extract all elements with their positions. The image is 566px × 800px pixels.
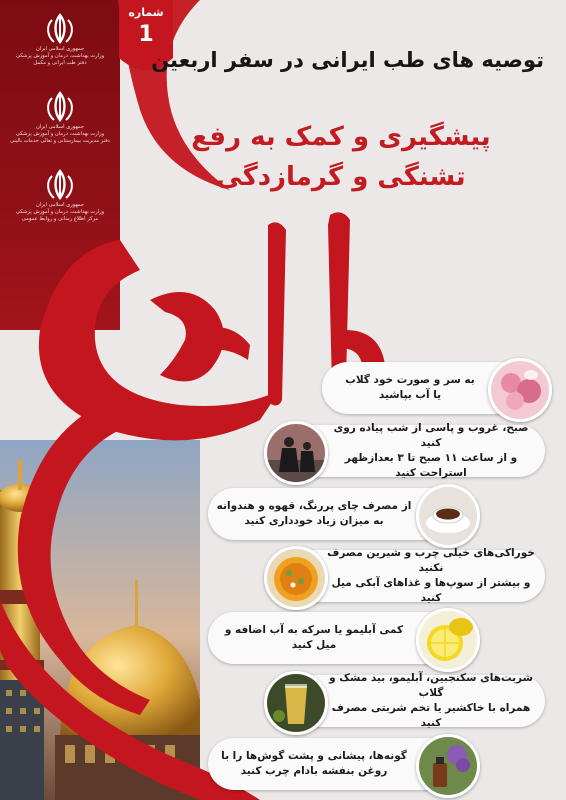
org-line: جمهوری اسلامی ایران: [35, 46, 85, 52]
org-line: وزارت بهداشت، درمان و آموزش پزشکی: [15, 131, 105, 137]
coffee-cup-icon: [416, 484, 480, 548]
violet-oil-icon: [416, 734, 480, 798]
tip-text: [214, 488, 414, 540]
lemon-icon: [416, 608, 480, 672]
issue-label: شماره: [128, 6, 164, 19]
org-line: وزارت بهداشت، درمان و آموزش پزشکی: [15, 53, 105, 59]
subtitle-line-2: تشنگی و گرمازدگی: [216, 162, 466, 192]
tip-line: گونه‌ها، پیشانی و پشت گوش‌ها را با: [221, 750, 407, 762]
org-line: دفتر طب ایرانی و مکمل: [33, 60, 87, 66]
tip-line: شربت‌های سکنجبین، آبلیمو، بید مشک و گلاب: [329, 672, 533, 699]
issue-number: 1: [138, 22, 154, 47]
tip-card-tea-coffee: [208, 488, 473, 540]
tip-text: [322, 672, 540, 729]
tip-line: به میزان زیاد خودداری کنید: [244, 515, 384, 527]
tip-text: [214, 612, 414, 664]
org-line: وزارت بهداشت، درمان و آموزش پزشکی: [15, 209, 105, 215]
tip-card-walking: [270, 422, 545, 479]
tip-card-sharbat: [270, 672, 545, 729]
tip-text: [322, 422, 540, 479]
tip-line: همراه با خاکشیر یا تخم شربتی مصرف کنید: [331, 702, 531, 729]
tip-line: خوراکی‌های خیلی چرب و شیرین مصرف نکنید: [327, 547, 535, 574]
subtitle-line-1: پیشگیری و کمک به رفع: [191, 122, 491, 152]
page-title: توصیه های طب ایرانی در سفر اربعین: [151, 48, 544, 72]
org-line: جمهوری اسلامی ایران: [35, 202, 85, 208]
tip-card-food: [270, 547, 545, 604]
tip-line: کمی آبلیمو یا سرکه به آب اضافه و میل کنید: [224, 624, 404, 651]
tip-card-violet-oil: [208, 738, 473, 790]
tip-card-rosewater: [322, 362, 534, 414]
tip-line: یا آب بپاشید: [378, 389, 442, 401]
walking-pilgrims-icon: [264, 421, 328, 485]
tip-line: به سر و صورت خود گلاب: [345, 374, 475, 386]
tip-line: روغن بنفشه بادام چرب کنید: [240, 765, 388, 777]
tip-line: و از ساعت ۱۱ صبح تا ۳ بعدازظهر استراحت کنید: [344, 452, 518, 479]
rose-petals-icon: [488, 358, 552, 422]
tip-card-lemon: [208, 612, 473, 664]
tip-text: [322, 547, 540, 604]
tip-line: از مصرف چای پررنگ، قهوه و هندوانه: [216, 500, 412, 512]
tip-text: [330, 362, 490, 414]
org-line: مرکز اطلاع رسانی و روابط عمومی: [21, 216, 99, 222]
soup-bowl-icon: [264, 546, 328, 610]
sharbat-glass-icon: [264, 671, 328, 735]
tip-line: صبح، غروب و پاسی از شب پیاده روی کنید: [333, 422, 529, 449]
tip-text: [214, 738, 414, 790]
tip-line: و بیشتر از سوپ‌ها و غذاهای آبکی میل کنید: [331, 577, 531, 604]
org-line: جمهوری اسلامی ایران: [35, 124, 85, 130]
org-line: دفتر مدیریت بیمارستانی و تعالی خدمات بالینی: [10, 138, 110, 144]
